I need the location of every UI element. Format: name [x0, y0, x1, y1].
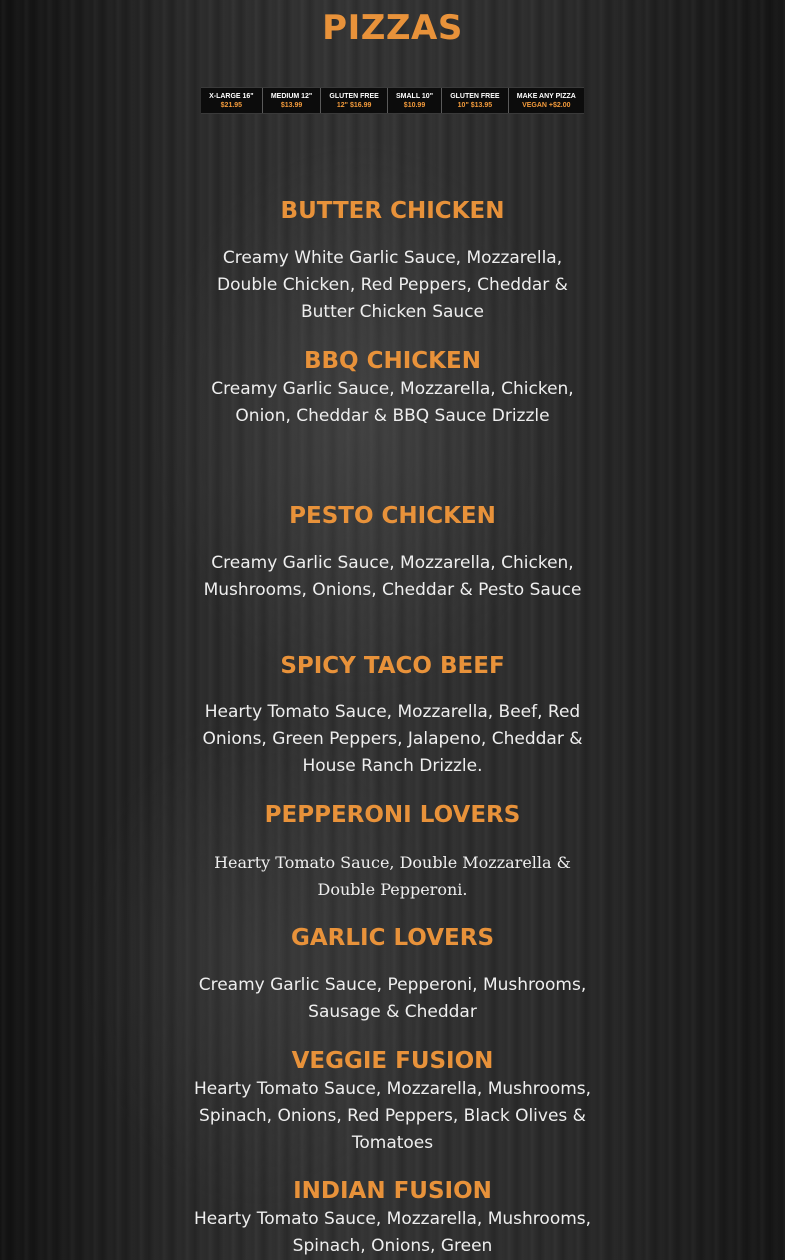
menu-item-butter-chicken — [192, 196, 593, 326]
menu-item-pepperoni-lovers — [192, 800, 593, 903]
size-gluten-free-10 — [442, 88, 509, 113]
size-label: GLUTEN FREE — [450, 92, 500, 100]
size-vegan-option — [509, 88, 584, 113]
size-price: 12" $16.99 — [336, 101, 372, 109]
item-description: Creamy Garlic Sauce, Mozzarella, Chicken, Mushrooms, Onions, Cheddar & Pesto Sauce — [203, 553, 582, 600]
item-description: Hearty Tomato Sauce, Mozzarella, Beef, Red Onions, Green Peppers, Jalapeno, Cheddar & House Ranch Drizzle. — [202, 702, 583, 776]
size-label: MAKE ANY PIZZA — [516, 92, 576, 100]
item-name: PESTO CHICKEN — [289, 503, 496, 529]
size-price-banner — [201, 87, 584, 114]
item-name: PEPPERONI LOVERS — [264, 802, 521, 828]
size-price: $13.99 — [280, 101, 303, 109]
item-name: BUTTER CHICKEN — [280, 198, 505, 224]
menu-item-garlic-lovers — [192, 923, 593, 1026]
size-price: $10.99 — [403, 101, 426, 109]
item-description: Creamy Garlic Sauce, Pepperoni, Mushrooms, Sausage & Cheddar — [198, 975, 587, 1022]
menu-item-spicy-taco-beef — [192, 651, 593, 780]
menu-item-veggie-fusion — [192, 1046, 593, 1157]
size-gluten-free-12 — [321, 88, 388, 113]
size-price: 10" $13.95 — [457, 101, 493, 109]
menu-item-bbq-chicken — [192, 346, 593, 430]
item-name: INDIAN FUSION — [293, 1178, 492, 1204]
item-description: Hearty Tomato Sauce, Double Mozzarella & Double Pepperoni. — [214, 853, 571, 899]
size-label: MEDIUM 12" — [270, 92, 313, 100]
item-description: Hearty Tomato Sauce, Mozzarella, Mushrooms, Spinach, Onions, Green — [193, 1209, 592, 1256]
size-medium — [263, 88, 322, 113]
item-description: Creamy Garlic Sauce, Mozzarella, Chicken, Onion, Cheddar & BBQ Sauce Drizzle — [211, 379, 574, 426]
size-price: VEGAN +$2.00 — [522, 101, 571, 109]
item-description: Hearty Tomato Sauce, Mozzarella, Mushrooms, Spinach, Onions, Red Peppers, Black Olives & Tomatoes — [193, 1079, 592, 1153]
size-xlarge — [201, 88, 263, 113]
menu-item-pesto-chicken — [192, 501, 593, 604]
item-name: VEGGIE FUSION — [291, 1048, 494, 1074]
size-label: X-LARGE 16" — [209, 92, 254, 100]
item-description: Creamy White Garlic Sauce, Mozzarella, Double Chicken, Red Peppers, Cheddar & Butter Chicken Sauce — [217, 248, 568, 322]
size-label: GLUTEN FREE — [329, 92, 379, 100]
item-name: GARLIC LOVERS — [290, 925, 495, 951]
item-name: BBQ CHICKEN — [304, 348, 481, 374]
menu-item-indian-fusion — [192, 1176, 593, 1260]
page-title: PIZZAS — [322, 8, 463, 48]
size-label: SMALL 10" — [395, 92, 434, 100]
size-price: $21.95 — [220, 101, 243, 109]
size-small — [388, 88, 442, 113]
item-name: SPICY TACO BEEF — [280, 653, 505, 679]
